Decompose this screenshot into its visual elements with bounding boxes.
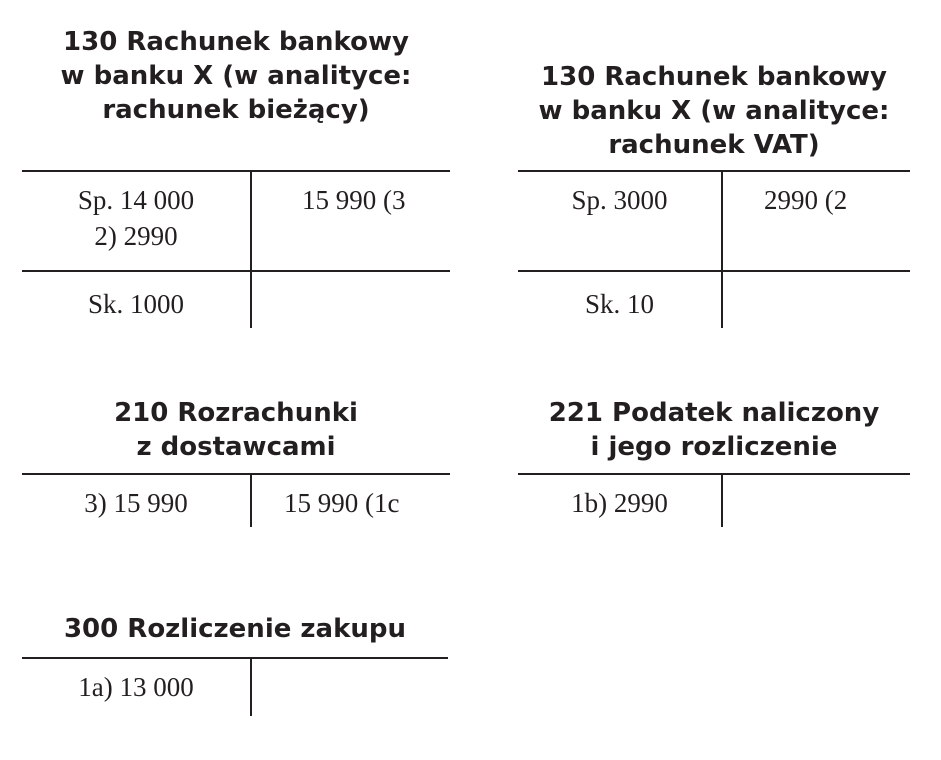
t-account-top-line [22, 170, 450, 172]
debit-entries [518, 182, 721, 218]
debit-entry: 3) 15 990 [84, 488, 188, 518]
account-210-suppliers [22, 390, 450, 530]
title-line: 210 Rozrachunki [114, 398, 358, 428]
title-line: 130 Rachunek bankowy [63, 27, 409, 57]
account-130-vat [518, 0, 910, 340]
credit-entries [302, 182, 406, 218]
t-account-balance-line [518, 270, 910, 272]
t-account-top-line [22, 473, 450, 475]
account-130-current [22, 0, 450, 340]
title-line: z dostawcami [136, 432, 336, 462]
t-account-top-line [22, 657, 448, 659]
credit-entry: 2990 (2 [764, 185, 848, 215]
account-title [518, 60, 910, 162]
debit-entry: 1a) 13 000 [78, 672, 194, 702]
account-title [22, 25, 450, 127]
account-title [22, 396, 450, 464]
title-line: 130 Rachunek bankowy [541, 62, 887, 92]
account-title [22, 612, 448, 646]
closing-balance [22, 286, 250, 322]
debit-entry: 2) 2990 [94, 221, 178, 251]
title-line: w banku X (w analityce: [60, 61, 412, 91]
t-account-top-line [518, 473, 910, 475]
debit-entries [22, 669, 250, 705]
credit-entry: 15 990 (3 [302, 185, 406, 215]
debit-entry: Sp. 14 000 [77, 185, 195, 215]
closing-balance-value: Sk. 10 [584, 289, 655, 319]
title-line: rachunek bieżący) [102, 95, 370, 125]
title-line: 221 Podatek naliczony [548, 398, 880, 428]
t-account-divider [250, 171, 252, 328]
debit-entry: 1b) 2990 [571, 488, 668, 518]
debit-entries [518, 485, 721, 521]
t-account-divider [721, 474, 723, 527]
account-title [518, 396, 910, 464]
debit-entries [22, 182, 250, 254]
title-line: rachunek VAT) [608, 130, 820, 160]
debit-entries [22, 485, 250, 521]
credit-entries [284, 485, 399, 521]
credit-entries [764, 182, 847, 218]
account-300-purchase-settlement [22, 600, 448, 720]
t-account-divider [721, 171, 723, 328]
title-line: 300 Rozliczenie zakupu [63, 614, 407, 644]
title-line: w banku X (w analityce: [538, 96, 890, 126]
debit-entry: Sp. 3000 [571, 185, 668, 215]
closing-balance-value: Sk. 1000 [87, 289, 185, 319]
title-line: i jego rozliczenie [590, 432, 838, 462]
t-account-balance-line [22, 270, 450, 272]
t-account-divider [250, 474, 252, 527]
closing-balance [518, 286, 721, 322]
t-account-divider [250, 658, 252, 716]
t-account-top-line [518, 170, 910, 172]
credit-entry: 15 990 (1c [284, 488, 400, 518]
account-221-input-vat [518, 390, 910, 530]
